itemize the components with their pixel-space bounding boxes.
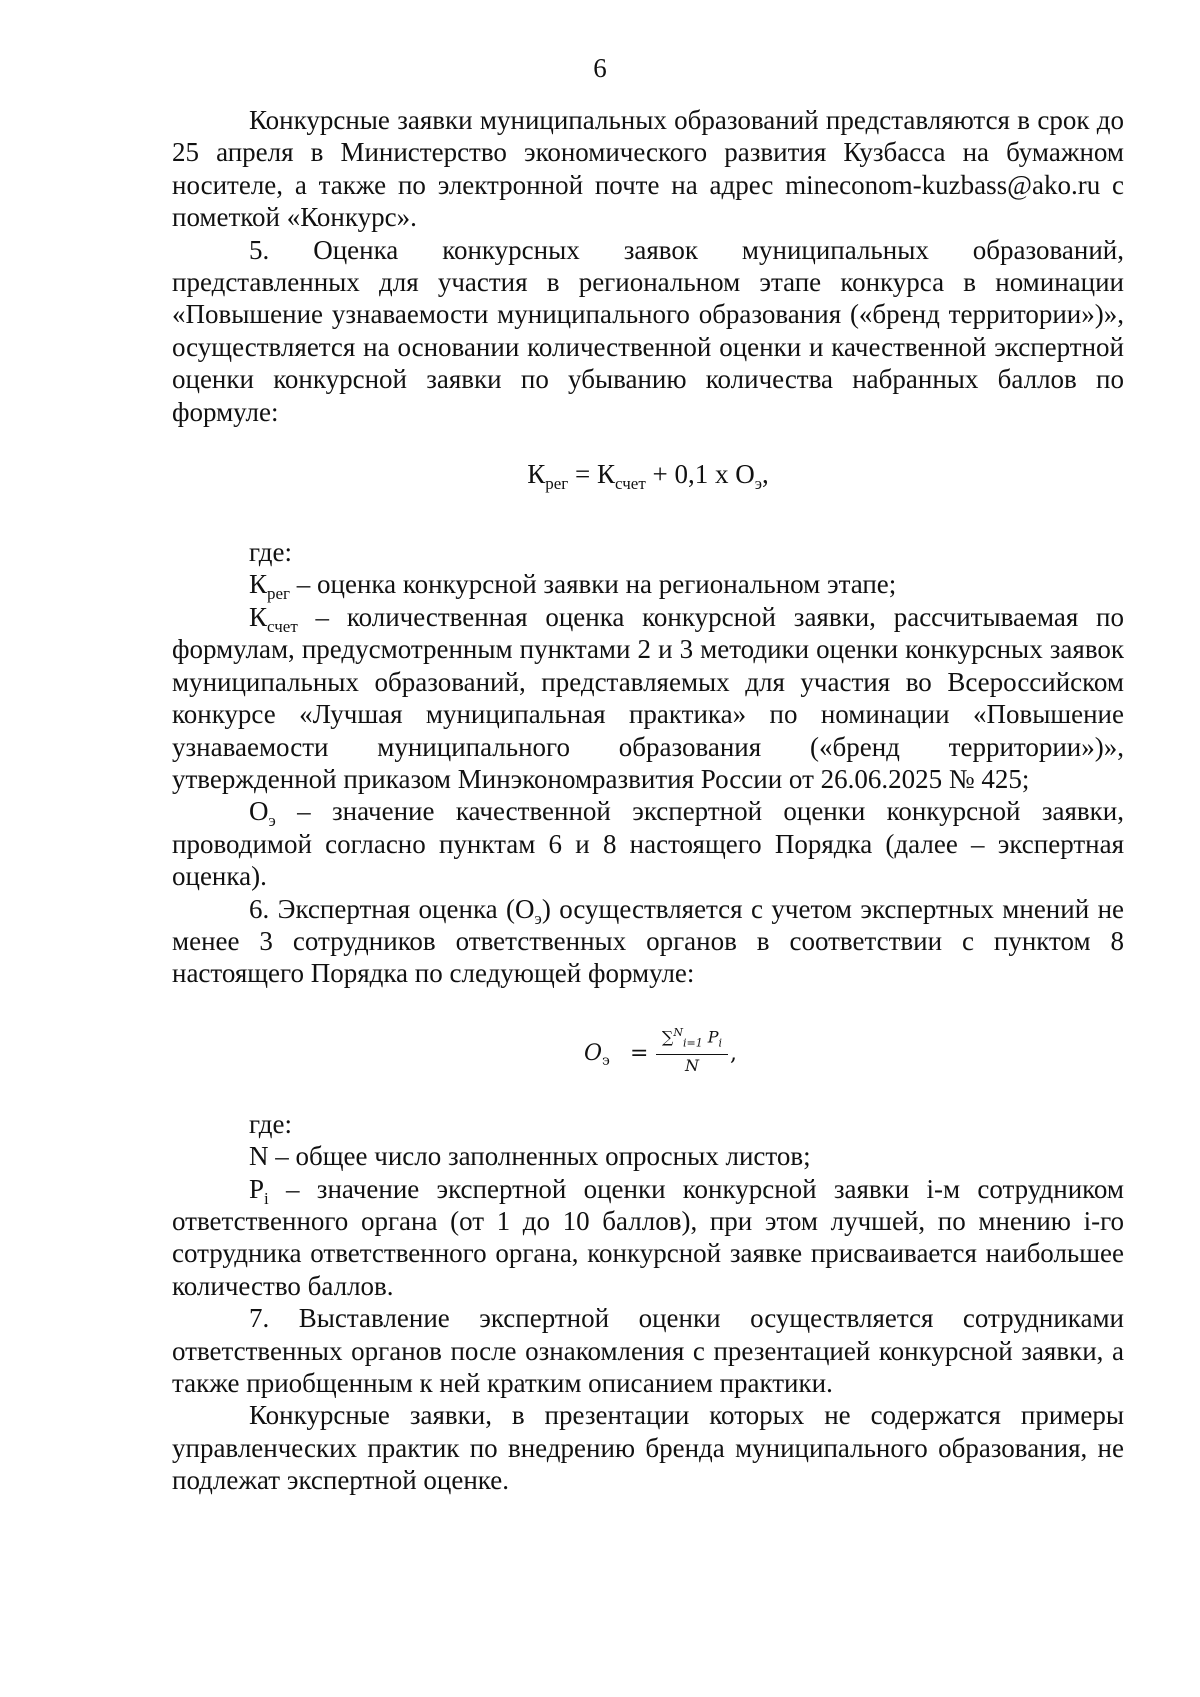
paragraph-7: 7. Выставление экспертной оценки осуществляется сотрудниками ответственных органов после ознакомления с презентацией конкурсной заявки, а также приобщенным к ней кратким описанием практики. [172, 1303, 1124, 1398]
formula-oe-lhs [584, 1038, 610, 1077]
kreg-text: – оценка конкурсной заявки на региональном этапе; [290, 569, 897, 600]
page-number: 6 [593, 53, 607, 83]
paragraph-exclusion: Конкурсные заявки, в презентации которых не содержатся примеры управленческих практик по внедрению бренда муниципального образования, не подлежат экспертной оценке. [172, 1400, 1124, 1496]
formula-oe-denominator: N [685, 1056, 699, 1076]
formula-oe [172, 1024, 1124, 1082]
formula-k: К [527, 459, 546, 490]
sum-sign: ∑ [661, 1027, 674, 1047]
kreg-symbol: К [249, 569, 268, 600]
kschet-sub: счет [267, 616, 298, 636]
paragraph-5: 5. Оценка конкурсных заявок муниципальных образований, представленных для участия в региональном этапе конкурса в номинации «Повышение узнаваемости муниципального образования («бренд территории»)», осуществляется на основании количественной оценки и качественной экспертной оценки конкурсной заявки по убыванию количества набранных баллов по формуле: [172, 234, 1124, 427]
body-text [172, 104, 1124, 1497]
pi-symbol: P [249, 1173, 265, 1204]
p6-before: 6. Экспертная оценка (О [249, 893, 535, 924]
where-label-1: где: [249, 537, 292, 568]
oe-sub: э [268, 811, 276, 831]
paragraph-submission: Конкурсные заявки муниципальных образований представляются в срок до 25 апреля в Министерство экономического развития Кузбасса на бумажном носителе, а также по электронной почте на адрес mineconom-kuzbass@ako.ru с пометкой «Конкурс». [172, 105, 1124, 233]
where-label-2: где: [249, 1108, 292, 1139]
pi-sub: i [264, 1188, 269, 1208]
pi-text: – значение экспертной оценки конкурсной заявки i-м сотрудником ответственного органа (от 1 до 10 баллов), при этом лучшей, по мнению i-го сотрудника ответственного органа, конкурсной заявке присваивается наибольшее количество баллов. [172, 1173, 1124, 1301]
sum-lower: i=1 [682, 1036, 703, 1050]
formula-oe-lhs-symbol: O [584, 1040, 603, 1066]
kreg-sub: рег [267, 584, 291, 604]
formula-oe-end: , [730, 1040, 737, 1066]
formula-k-reg-sub: рег [545, 474, 569, 494]
formula-oe-numerator [656, 1024, 728, 1056]
definition-oe [172, 795, 1124, 892]
definition-kreg [172, 568, 1124, 604]
formula-o-sub: э [754, 474, 763, 494]
formula-k-schet-sub: счет [615, 474, 646, 494]
sum-term: P [702, 1027, 719, 1047]
kschet-text: – количественная оценка конкурсной заявки, рассчитываемая по формулам, предусмотренным пунктами 2 и 3 методики оценки конкурсных заявок муниципальных образований, представляемых для участия во Всероссийском конкурсе «Лучшая муниципальная практика» по номинации «Повышение узнаваемости муниципального образования («бренд территории»)», утвержденной приказом Минэкономразвития России от 26.06.2025 № 425; [172, 601, 1124, 794]
definition-kschet [172, 601, 1124, 795]
formula-oe-lhs-sub: э [602, 1052, 610, 1069]
oe-text: – значение качественной экспертной оценки конкурсной заявки, проводимой согласно пунктам 6 и 8 настоящего Порядка (далее – экспертная оценка). [172, 796, 1124, 892]
formula-end: , [762, 459, 769, 490]
p6-sub: э [534, 908, 542, 928]
formula-rest: + 0,1 x О [645, 459, 755, 490]
definition-pi [172, 1173, 1124, 1303]
definition-n: N – общее число заполненных опросных листов; [249, 1141, 811, 1172]
sum-term-sub: i [718, 1036, 723, 1050]
paragraph-6 [172, 893, 1124, 990]
p6-after: ) осуществляется с учетом экспертных мнений не менее 3 сотрудников ответственных органов в соответствии с пунктом 8 настоящего Порядка по следующей формуле: [172, 893, 1125, 989]
oe-symbol: О [249, 796, 269, 827]
formula-oe-fraction [656, 1024, 728, 1076]
kschet-symbol: К [249, 601, 268, 632]
sum-upper: N [673, 1025, 683, 1039]
formula-kreg [172, 458, 1124, 498]
formula-oe-eq: = [630, 1040, 649, 1066]
formula-eq: = К [568, 459, 616, 490]
